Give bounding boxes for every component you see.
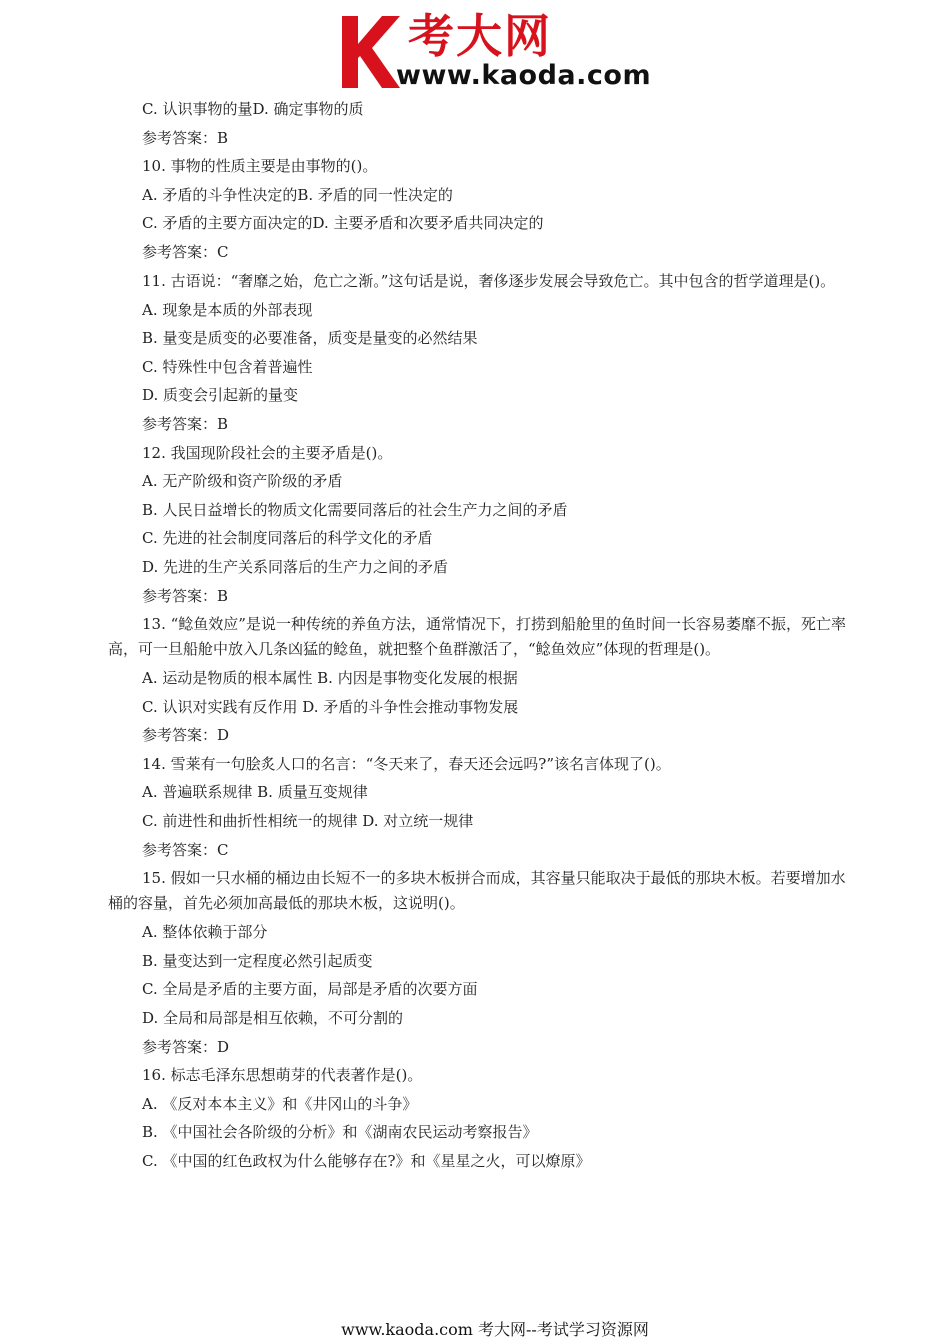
answer-line: 参考答案：B xyxy=(142,128,229,147)
logo-title: 考大网 xyxy=(408,9,552,63)
answer-line: 参考答案：D xyxy=(142,726,230,745)
option-line: D. 先进的生产关系同落后的生产力之间的矛盾 xyxy=(142,557,449,576)
answer-line: 参考答案：D xyxy=(142,1037,230,1056)
question-line: 13. “鲶鱼效应”是说一种传统的养鱼方法，通常情况下，打捞到船舱里的鱼时间一长容易萎靡不振，死亡率高，可一旦船舱中放入几条凶猛的鲶鱼，就把整个鱼群激活了，“鲶鱼效应”体现的哲理是()。 xyxy=(108,615,846,659)
option-line: C. 认识对实践有反作用 D. 矛盾的斗争性会推动事物发展 xyxy=(142,697,519,716)
answer-line: 参考答案：B xyxy=(142,586,229,605)
answer-line: 参考答案：C xyxy=(142,242,229,261)
option-line: C. 先进的社会制度同落后的科学文化的矛盾 xyxy=(142,529,433,548)
question-line: 14. 雪莱有一句脍炙人口的名言：“冬天来了，春天还会远吗?”该名言体现了()。 xyxy=(142,754,671,773)
option-line: C. 认识事物的量D. 确定事物的质 xyxy=(142,100,364,118)
option-line: B. 《中国社会各阶级的分析》和《湖南农民运动考察报告》 xyxy=(142,1123,538,1142)
option-line: A. 整体依赖于部分 xyxy=(142,923,268,942)
question-line: 16. 标志毛泽东思想萌芽的代表著作是()。 xyxy=(142,1066,423,1085)
option-line: C. 前进性和曲折性相统一的规律 D. 对立统一规律 xyxy=(142,812,474,831)
option-line: B. 量变是质变的必要准备，质变是量变的必然结果 xyxy=(142,329,478,348)
answer-line: 参考答案：B xyxy=(142,414,229,433)
option-line: D. 全局和局部是相互依赖，不可分割的 xyxy=(142,1009,404,1028)
option-line: A. 现象是本质的外部表现 xyxy=(142,300,313,319)
question-content xyxy=(108,95,848,1176)
k-logo-icon xyxy=(338,14,402,90)
option-line: C. 特殊性中包含着普遍性 xyxy=(142,357,313,376)
option-line: A. 普遍联系规律 B. 质量互变规律 xyxy=(142,783,368,802)
answer-line: 参考答案：C xyxy=(142,840,229,859)
option-line: B. 人民日益增长的物质文化需要同落后的社会生产力之间的矛盾 xyxy=(142,500,568,519)
option-line: C. 矛盾的主要方面决定的D. 主要矛盾和次要矛盾共同决定的 xyxy=(142,214,544,233)
page-footer: www.kaoda.com 考大网--考试学习资源网 xyxy=(341,1320,649,1339)
option-line: A. 《反对本本主义》和《井冈山的斗争》 xyxy=(142,1094,418,1113)
question-line: 15. 假如一只水桶的桶边由长短不一的多块木板拼合而成，其容量只能取决于最低的那块木板。若要增加水桶的容量，首先必须加高最低的那块木板，这说明()。 xyxy=(108,869,846,913)
question-line: 10. 事物的性质主要是由事物的()。 xyxy=(142,157,378,176)
option-line: A. 无产阶级和资产阶级的矛盾 xyxy=(142,472,343,491)
option-line: A. 运动是物质的根本属性 B. 内因是事物变化发展的根据 xyxy=(142,669,518,688)
option-line: C. 全局是矛盾的主要方面，局部是矛盾的次要方面 xyxy=(142,980,478,999)
option-line: D. 质变会引起新的量变 xyxy=(142,386,299,405)
option-line: B. 量变达到一定程度必然引起质变 xyxy=(142,951,373,970)
question-line: 11. 古语说：“奢靡之始，危亡之渐。”这句话是说，奢侈逐步发展会导致危亡。其中包含的哲学道理是()。 xyxy=(142,271,836,290)
option-line: C. 《中国的红色政权为什么能够存在?》和《星星之火，可以燎原》 xyxy=(142,1152,591,1170)
option-line: A. 矛盾的斗争性决定的B. 矛盾的同一性决定的 xyxy=(142,185,453,204)
question-line: 12. 我国现阶段社会的主要矛盾是()。 xyxy=(142,443,393,462)
site-logo xyxy=(338,10,658,94)
logo-url: www.kaoda.com xyxy=(396,60,652,91)
